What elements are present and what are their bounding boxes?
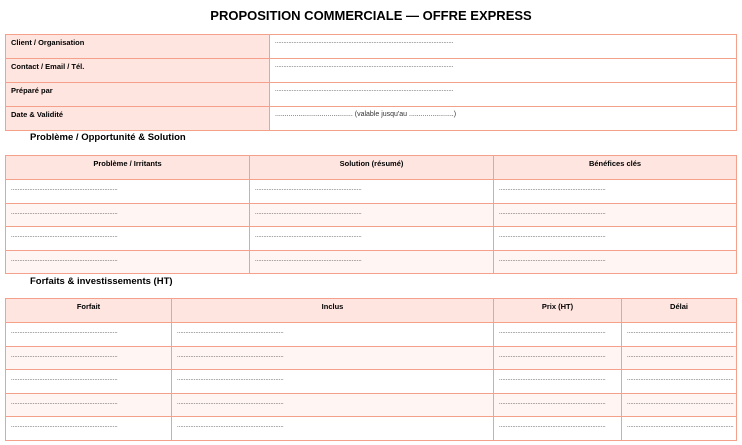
table-cell[interactable]: ................................................................ [6,417,172,441]
table-cell[interactable]: ................................................................ [494,323,622,347]
table-cell[interactable]: ................................................................ [6,227,250,251]
table-cell[interactable]: ................................................................ [494,203,737,227]
table-cell[interactable]: ................................................................ [6,203,250,227]
contact-field[interactable]: ........................................................................................................... [270,59,737,83]
table-row [6,393,737,417]
info-table [5,34,737,131]
table-cell[interactable]: ................................................................ [172,346,494,370]
table-row [6,346,737,370]
page-title: PROPOSITION COMMERCIALE — OFFRE EXPRESS [210,8,532,23]
header-price: Prix (HT) [494,299,622,323]
client-field[interactable]: ........................................................................................................... [270,35,737,59]
table-cell[interactable]: ................................................................ [622,393,737,417]
table-cell[interactable]: ................................................................ [172,417,494,441]
packages-table [5,298,737,441]
table-cell[interactable]: ................................................................ [6,370,172,394]
table-cell[interactable]: ................................................................ [494,180,737,204]
table-cell[interactable]: ................................................................ [622,323,737,347]
date-field[interactable]: ........................................ (valable jusqu'au .......................) [270,107,737,131]
table-row [6,227,737,251]
table-cell[interactable]: ................................................................ [622,346,737,370]
table-cell[interactable]: ................................................................ [6,180,250,204]
table-cell[interactable]: ................................................................ [494,346,622,370]
prepared-by-field[interactable]: ........................................................................................................... [270,83,737,107]
table-row [6,370,737,394]
problem-solution-table [5,155,737,274]
table-cell[interactable]: ................................................................ [494,393,622,417]
table-cell[interactable]: ................................................................ [622,370,737,394]
table-cell[interactable]: ................................................................ [494,227,737,251]
table-cell[interactable]: ................................................................ [494,370,622,394]
table-row [6,83,737,107]
table-row [6,180,737,204]
header-problem: Problème / Irritants [6,156,250,180]
table-row [6,417,737,441]
table-cell[interactable]: ................................................................ [250,227,494,251]
table-cell[interactable]: ................................................................ [172,323,494,347]
client-label: Client / Organisation [6,35,270,59]
header-solution: Solution (résumé) [250,156,494,180]
header-benefits: Bénéfices clés [494,156,737,180]
section-heading-packages: Forfaits & investissements (HT) [30,276,173,287]
table-cell[interactable]: ................................................................ [6,250,250,274]
table-row [6,203,737,227]
section-heading-problem: Problème / Opportunité & Solution [30,132,186,143]
table-row [6,323,737,347]
date-label: Date & Validité [6,107,270,131]
table-row [6,107,737,131]
table-cell[interactable]: ................................................................ [622,417,737,441]
table-cell[interactable]: ................................................................ [250,250,494,274]
table-cell[interactable]: ................................................................ [6,323,172,347]
table-cell[interactable]: ................................................................ [250,180,494,204]
table-cell[interactable]: ................................................................ [172,393,494,417]
table-cell[interactable]: ................................................................ [494,417,622,441]
table-row [6,35,737,59]
table-cell[interactable]: ................................................................ [494,250,737,274]
contact-label: Contact / Email / Tél. [6,59,270,83]
header-delay: Délai [622,299,737,323]
table-cell[interactable]: ................................................................ [6,393,172,417]
header-included: Inclus [172,299,494,323]
table-cell[interactable]: ................................................................ [6,346,172,370]
table-row [6,59,737,83]
table-row [6,250,737,274]
prepared-by-label: Préparé par [6,83,270,107]
table-cell[interactable]: ................................................................ [250,203,494,227]
header-package: Forfait [6,299,172,323]
table-cell[interactable]: ................................................................ [172,370,494,394]
